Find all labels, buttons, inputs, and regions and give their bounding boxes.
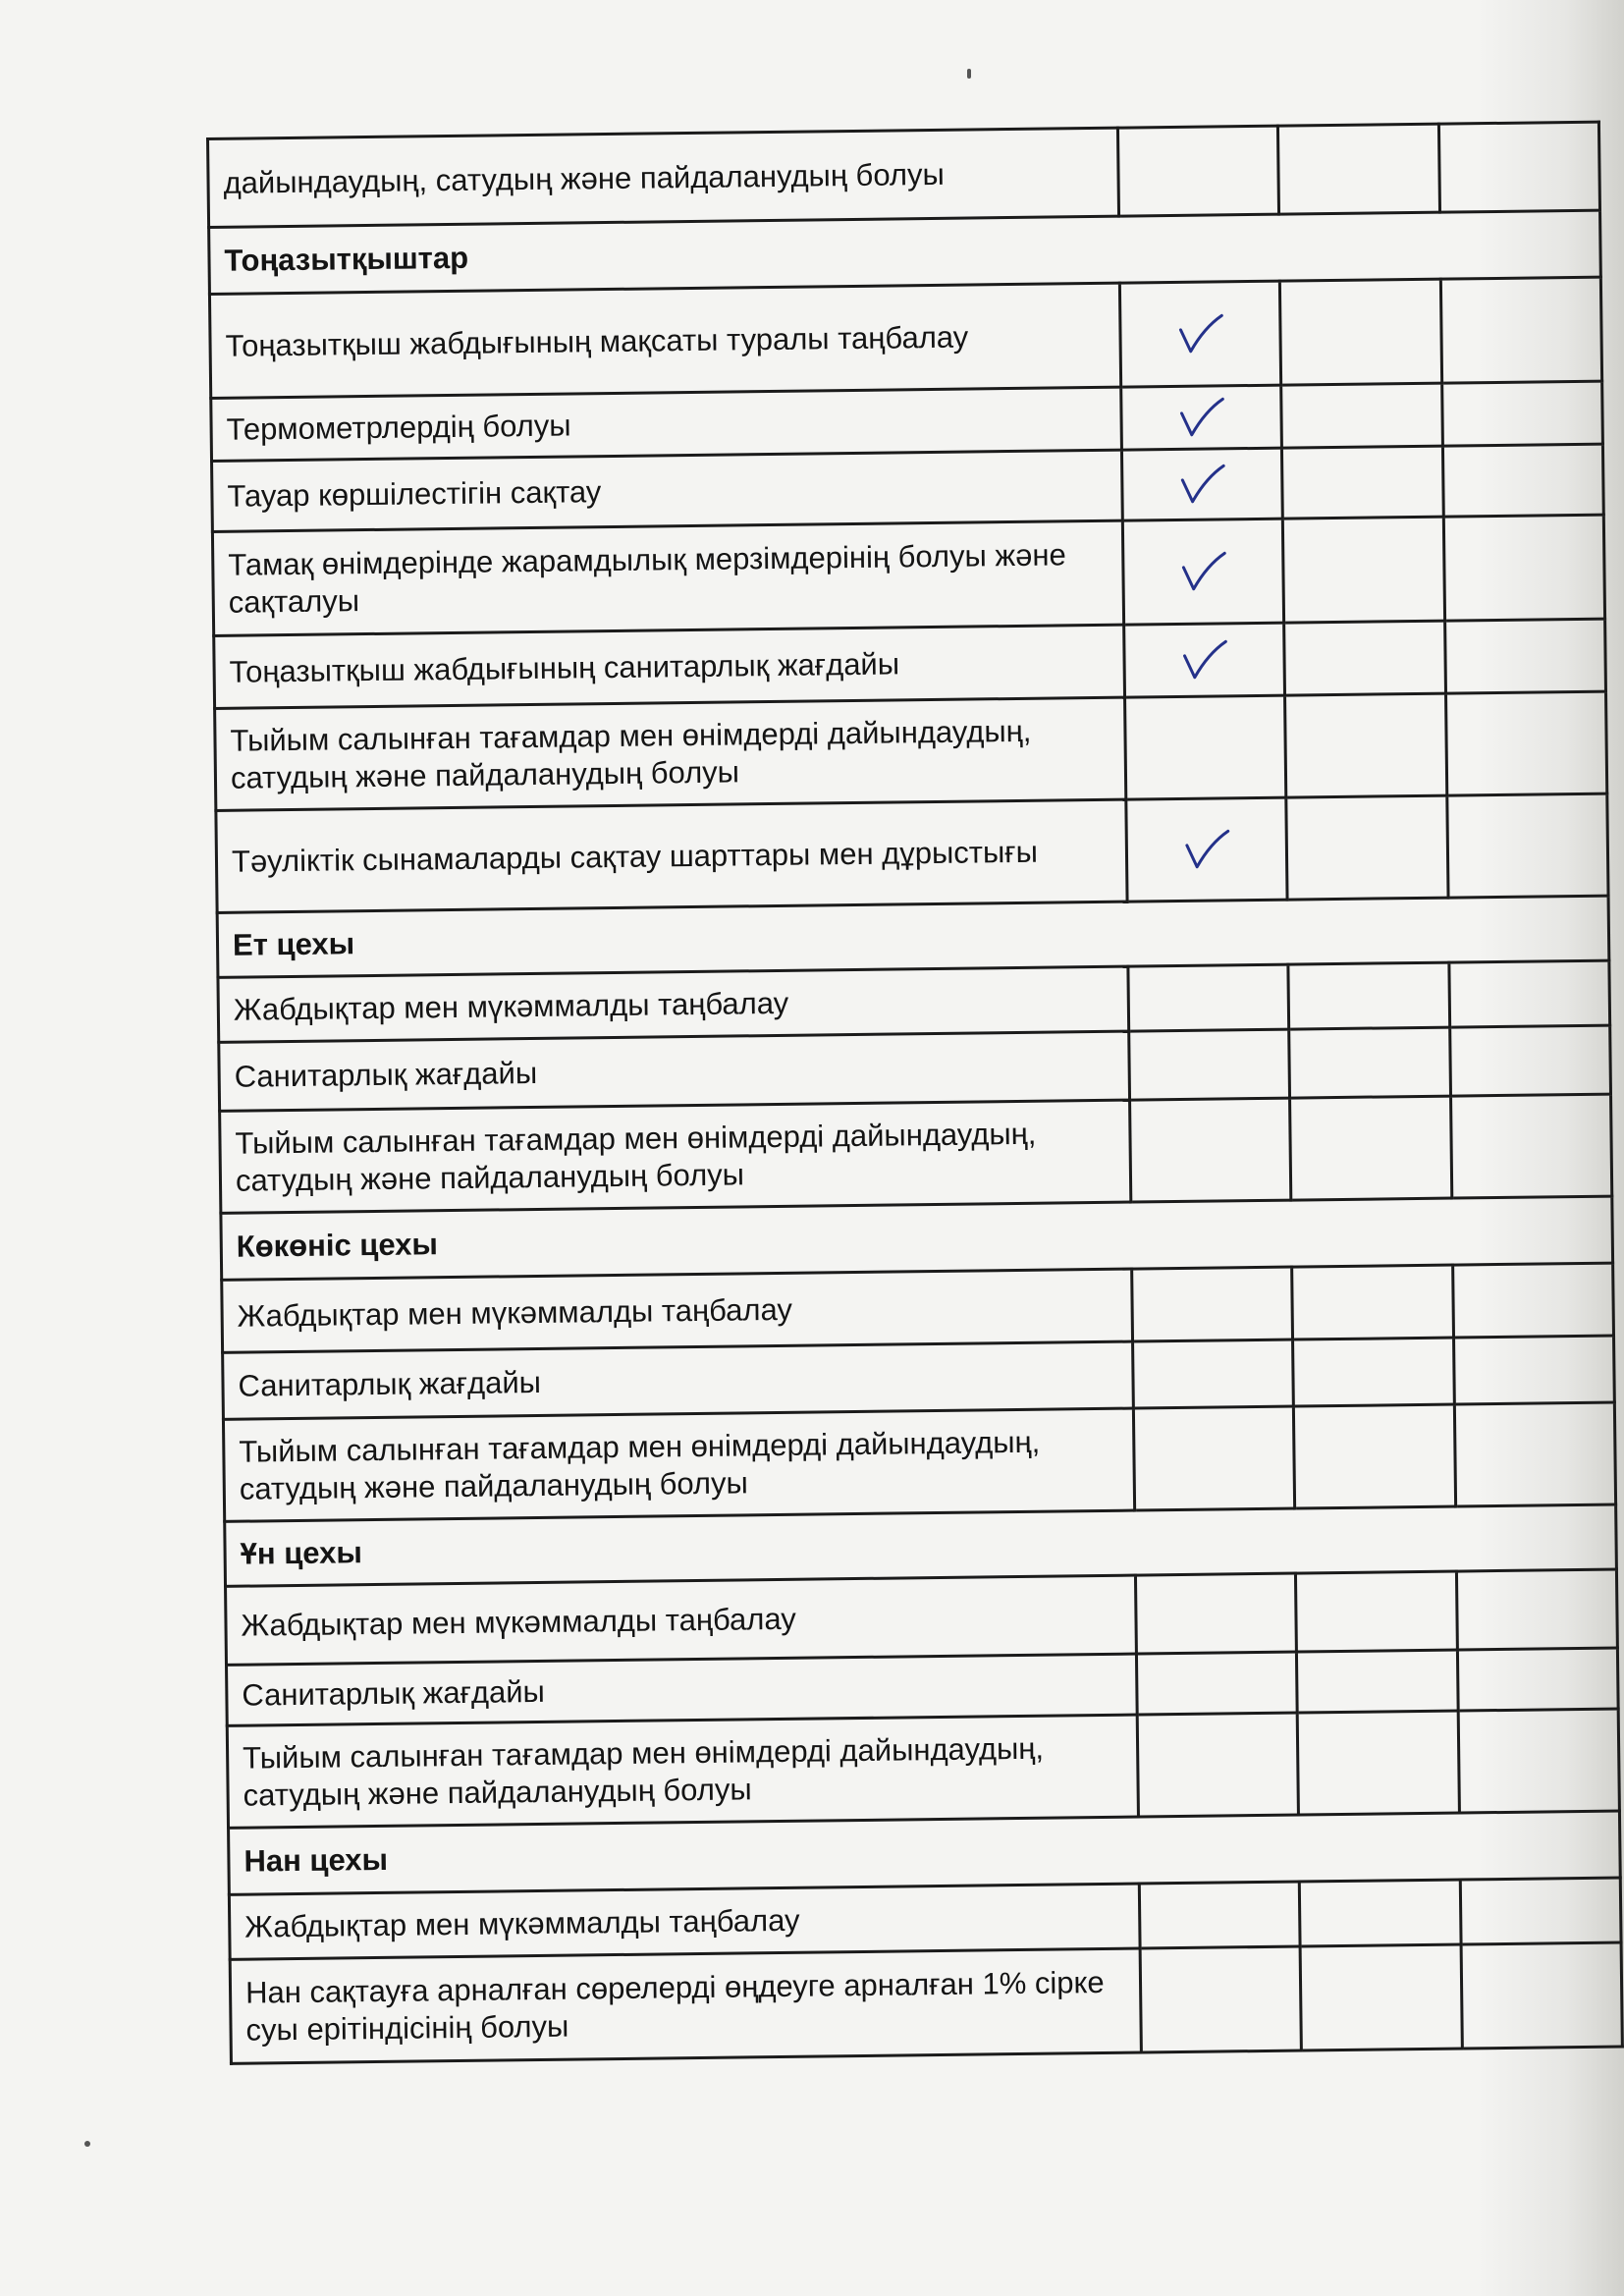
checklist-item-label: Нан сақтауға арналған сөрелерді өңдеуге арналған 1% сірке суы ерітіндісінің болуы — [230, 1948, 1141, 2063]
handwritten-check-icon — [1177, 825, 1237, 875]
mark-cell-2[interactable] — [1296, 1571, 1457, 1652]
checklist-item-label: Тыйым салынған тағамдар мен өнімдерді дайындаудың, сатудың және пайдаланудың болуы — [223, 1408, 1134, 1521]
mark-cell-2[interactable] — [1284, 621, 1445, 695]
checklist-item-label: Тоңазытқыш жабдығының мақсаты туралы таңбалау — [209, 283, 1120, 398]
mark-cell-3[interactable] — [1445, 691, 1607, 795]
mark-cell-2[interactable] — [1292, 1265, 1453, 1339]
checklist-item-label: Жабдықтар мен мүкәммалды таңбалау — [226, 1575, 1137, 1665]
mark-cell-1[interactable] — [1121, 385, 1282, 450]
mark-cell-2[interactable] — [1280, 279, 1442, 385]
mark-cell-1[interactable] — [1122, 519, 1284, 625]
mark-cell-2[interactable] — [1290, 1096, 1452, 1200]
mark-cell-3[interactable] — [1457, 1648, 1618, 1711]
checklist-item-label: Тыйым салынған тағамдар мен өнімдерді дайындаудың, сатудың және пайдаланудың болуы — [227, 1715, 1138, 1828]
mark-cell-1[interactable] — [1132, 1339, 1293, 1408]
mark-cell-1[interactable] — [1137, 1713, 1299, 1817]
section-title: Көкөніс цехы — [221, 1196, 1613, 1280]
mark-cell-2[interactable] — [1297, 1711, 1459, 1815]
checklist-item-label: Тоңазытқыш жабдығының санитарлық жағдайы — [214, 625, 1125, 708]
checklist-row — [209, 277, 1601, 398]
checklist-row — [223, 1402, 1615, 1521]
checklist-item-label: Санитарлық жағдайы — [219, 1031, 1130, 1111]
section-title: Нан цехы — [229, 1811, 1621, 1894]
checklist-body — [208, 122, 1623, 2063]
checklist-item-label: Тыйым салынған тағамдар мен өнімдерді дайындаудың, сатудың және пайдаланудың болуы — [215, 697, 1126, 810]
mark-cell-3[interactable] — [1461, 1942, 1623, 2049]
mark-cell-2[interactable] — [1288, 962, 1449, 1029]
checklist-row — [212, 515, 1604, 635]
inspection-checklist-table — [206, 121, 1624, 2065]
section-title: Ет цехы — [217, 896, 1609, 977]
checklist-item-label: Жабдықтар мен мүкәммалды таңбалау — [229, 1884, 1140, 1959]
mark-cell-2[interactable] — [1285, 693, 1447, 797]
mark-cell-3[interactable] — [1441, 381, 1602, 446]
mark-cell-1[interactable] — [1121, 448, 1282, 520]
checklist-row — [230, 1942, 1622, 2063]
handwritten-check-icon — [1171, 393, 1231, 443]
mark-cell-3[interactable] — [1446, 793, 1608, 898]
mark-cell-1[interactable] — [1129, 1029, 1290, 1100]
mark-cell-3[interactable] — [1453, 1336, 1614, 1404]
checklist-row — [215, 691, 1607, 810]
mark-cell-1[interactable] — [1126, 797, 1288, 902]
checklist-item-label: Жабдықтар мен мүкәммалды таңбалау — [218, 966, 1129, 1042]
checklist-row — [216, 793, 1608, 912]
checklist-row — [220, 1094, 1612, 1213]
mark-cell-3[interactable] — [1438, 122, 1600, 212]
checklist-item-label: Санитарлық жағдайы — [227, 1654, 1138, 1725]
checklist-item-label: дайындаудың, сатудың және пайдаланудың болуы — [208, 128, 1119, 227]
mark-cell-1[interactable] — [1123, 623, 1284, 697]
mark-cell-1[interactable] — [1117, 126, 1278, 216]
mark-cell-3[interactable] — [1458, 1709, 1620, 1813]
mark-cell-3[interactable] — [1448, 960, 1609, 1027]
mark-cell-2[interactable] — [1299, 1880, 1460, 1946]
mark-cell-3[interactable] — [1440, 277, 1602, 383]
mark-cell-3[interactable] — [1444, 619, 1605, 693]
mark-cell-2[interactable] — [1281, 383, 1442, 448]
mark-cell-3[interactable] — [1456, 1569, 1617, 1650]
section-title: Ұн цехы — [225, 1504, 1617, 1586]
mark-cell-2[interactable] — [1282, 446, 1443, 519]
mark-cell-1[interactable] — [1136, 1652, 1297, 1715]
checklist-item-label: Тәуліктік сынамаларды сақтау шарттары мен дұрыстығы — [216, 799, 1127, 912]
section-title: Тоңазытқыштар — [209, 210, 1601, 294]
handwritten-check-icon — [1174, 635, 1234, 685]
mark-cell-2[interactable] — [1294, 1404, 1456, 1508]
scan-speck — [84, 2141, 90, 2147]
checklist-item-label: Тауар көршілестігін сақтау — [212, 450, 1123, 531]
checklist-item-label: Тыйым салынған тағамдар мен өнімдерді дайындаудың, сатудың және пайдаланудың болуы — [220, 1100, 1131, 1213]
mark-cell-3[interactable] — [1443, 515, 1605, 621]
checklist-row — [208, 122, 1600, 227]
mark-cell-1[interactable] — [1129, 1098, 1291, 1202]
mark-cell-3[interactable] — [1449, 1025, 1610, 1096]
mark-cell-2[interactable] — [1286, 795, 1448, 900]
mark-cell-1[interactable] — [1128, 964, 1289, 1031]
mark-cell-1[interactable] — [1124, 695, 1286, 799]
mark-cell-3[interactable] — [1450, 1094, 1612, 1198]
mark-cell-3[interactable] — [1454, 1402, 1616, 1506]
mark-cell-3[interactable] — [1460, 1878, 1621, 1944]
mark-cell-2[interactable] — [1289, 1027, 1450, 1098]
scan-speck — [967, 69, 971, 79]
checklist-row — [227, 1709, 1619, 1828]
checklist-item-label: Термометрлердің болуы — [211, 387, 1122, 461]
mark-cell-1[interactable] — [1135, 1573, 1296, 1654]
mark-cell-1[interactable] — [1133, 1406, 1295, 1510]
handwritten-check-icon — [1172, 460, 1232, 510]
mark-cell-1[interactable] — [1131, 1267, 1292, 1341]
mark-cell-3[interactable] — [1452, 1263, 1613, 1338]
mark-cell-2[interactable] — [1283, 517, 1445, 623]
checklist-item-label: Жабдықтар мен мүкәммалды таңбалау — [222, 1269, 1133, 1352]
mark-cell-1[interactable] — [1119, 281, 1281, 387]
checklist-item-label: Тамақ өнімдерінде жарамдылық мерзімдерінің болуы және сақталуы — [212, 520, 1123, 635]
handwritten-check-icon — [1173, 547, 1233, 597]
mark-cell-2[interactable] — [1300, 1944, 1462, 2050]
mark-cell-2[interactable] — [1297, 1650, 1458, 1713]
mark-cell-1[interactable] — [1140, 1946, 1302, 2052]
mark-cell-2[interactable] — [1278, 124, 1439, 214]
mark-cell-2[interactable] — [1293, 1338, 1454, 1406]
mark-cell-1[interactable] — [1139, 1882, 1300, 1948]
handwritten-check-icon — [1170, 309, 1230, 359]
checklist-item-label: Санитарлық жағдайы — [223, 1341, 1134, 1419]
checklist-sheet — [206, 121, 1624, 2065]
mark-cell-3[interactable] — [1442, 444, 1603, 517]
